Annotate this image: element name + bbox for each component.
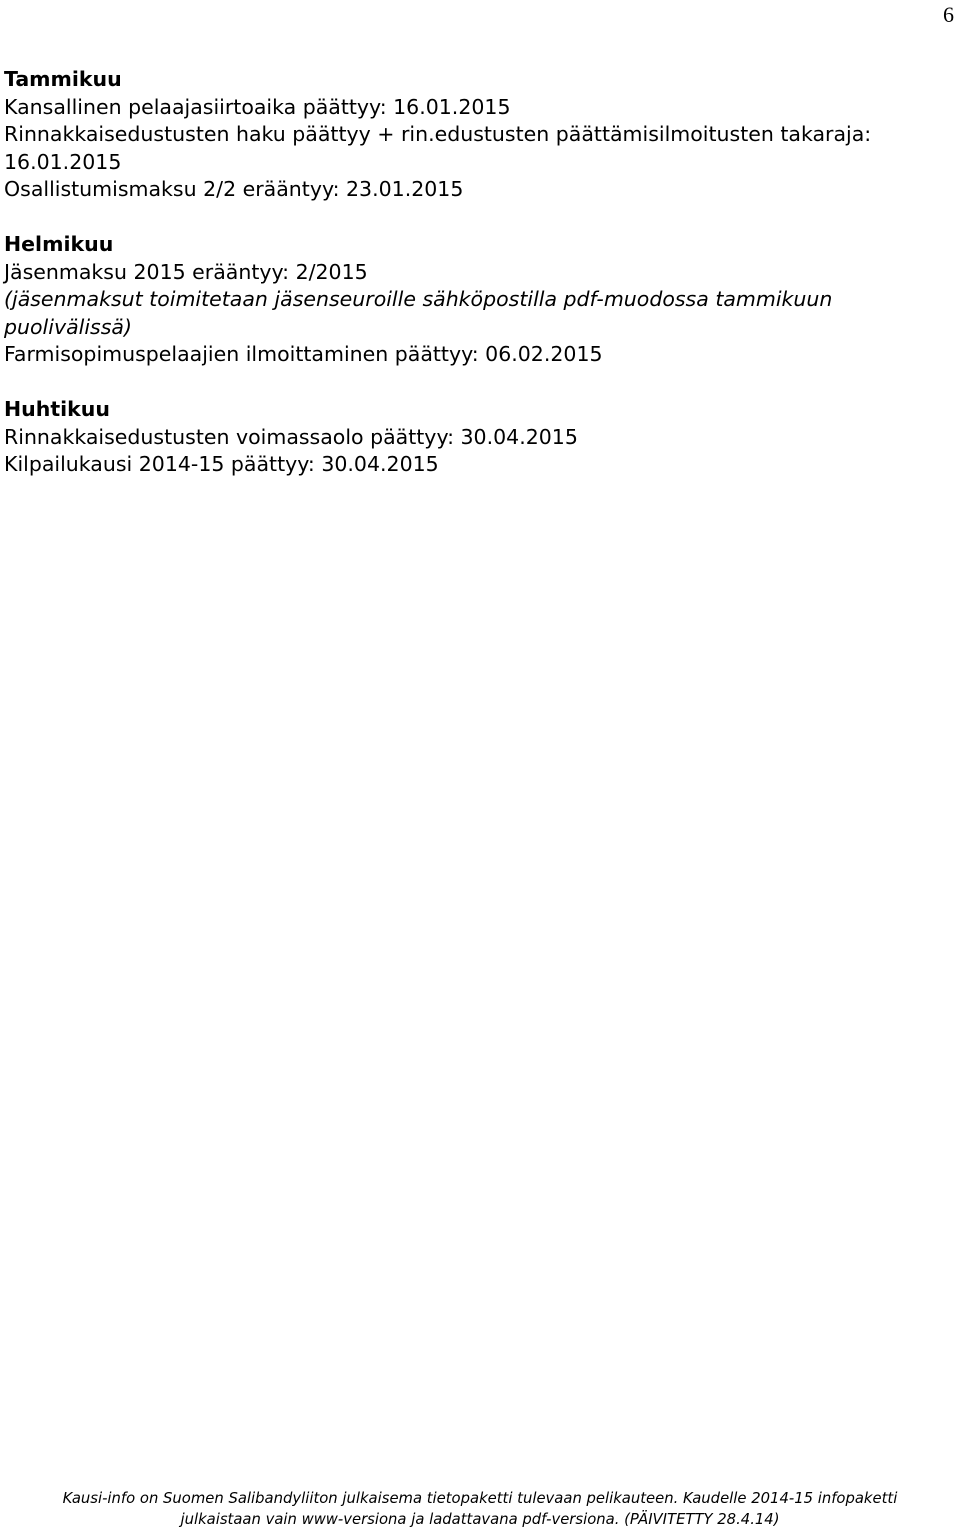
page-number: 6 (943, 2, 954, 27)
footer-line-2: julkaistaan vain www-versiona ja ladattavana pdf-versiona. (PÄIVITETTY 28.4.14) (180, 1511, 780, 1528)
section-line: 16.01.2015 (4, 149, 122, 174)
section-line: Rinnakkaisedustusten voimassaolo päättyy: 30.04.2015 (4, 424, 578, 449)
section-tammikuu (4, 66, 940, 204)
page-footer (0, 1488, 960, 1530)
section-helmikuu (4, 231, 940, 369)
section-line: Kansallinen pelaajasiirtoaika päättyy: 16.01.2015 (4, 94, 511, 119)
section-huhtikuu (4, 396, 940, 479)
section-line: Rinnakkaisedustusten haku päättyy + rin.edustusten päättämisilmoitusten takaraja: (4, 122, 872, 146)
section-heading: Huhtikuu (4, 397, 110, 421)
document-body (4, 66, 940, 506)
section-note-line: puolivälissä) (4, 314, 132, 339)
footer-line-1: Kausi-info on Suomen Salibandyliiton julkaisema tietopaketti tulevaan pelikauteen. Kaudelle 2014-15 infopaketti (62, 1490, 898, 1507)
section-line: Osallistumismaksu 2/2 erääntyy: 23.01.2015 (4, 177, 464, 201)
section-heading: Helmikuu (4, 232, 114, 256)
section-heading: Tammikuu (4, 67, 122, 91)
section-line: Farmisopimuspelaajien ilmoittaminen päättyy: 06.02.2015 (4, 342, 603, 366)
section-line: Kilpailukausi 2014-15 päättyy: 30.04.2015 (4, 452, 439, 476)
section-note-line: (jäsenmaksut toimitetaan jäsenseuroille sähköpostilla pdf-muodossa tammikuun (4, 287, 833, 311)
section-line: Jäsenmaksu 2015 erääntyy: 2/2015 (4, 259, 368, 284)
